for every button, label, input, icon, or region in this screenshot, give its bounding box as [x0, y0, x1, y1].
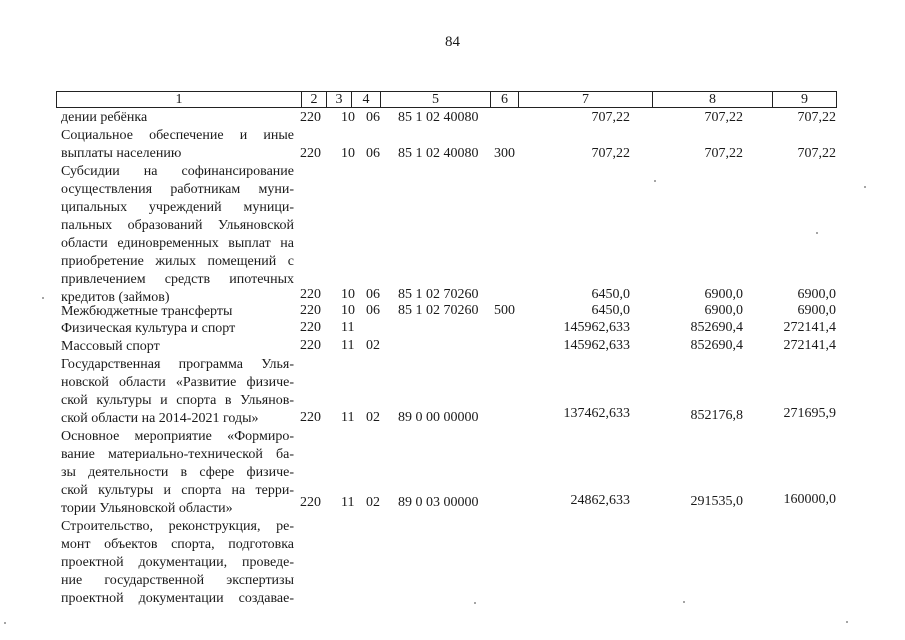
scan-speck [816, 232, 818, 234]
cell-col-6: 500 [494, 303, 515, 318]
scan-speck [683, 601, 685, 603]
table-row-text: проектной документации, проведе- [61, 555, 294, 570]
cell-col-3: 10 [341, 287, 355, 302]
cell-col-3: 11 [341, 410, 355, 425]
cell-col-5: 85 1 02 70260 [398, 287, 479, 302]
cell-col-4: 06 [366, 146, 380, 161]
table-row-text: ской культуры и спорта на терри- [61, 483, 294, 498]
cell-col-3: 10 [341, 146, 355, 161]
table-row-text: Межбюджетные трансферты [61, 304, 233, 319]
cell-col-4: 02 [366, 410, 380, 425]
header-col-6: 6 [490, 92, 518, 107]
cell-col-8: 852690,4 [690, 338, 743, 353]
cell-col-4: 02 [366, 495, 380, 510]
table-row-text: монт объектов спорта, подготовка [61, 537, 294, 552]
table-row-text: кредитов (займов) [61, 290, 170, 305]
cell-col-6: 300 [494, 146, 515, 161]
table-row-text: пальных образований Ульяновской [61, 218, 294, 233]
scan-speck [4, 622, 6, 624]
table-header-row [56, 91, 837, 108]
table-row-text: Физическая культура и спорт [61, 321, 236, 336]
cell-col-8: 707,22 [704, 110, 743, 125]
cell-col-9: 707,22 [797, 110, 836, 125]
header-col-4: 4 [351, 92, 380, 107]
table-row-text: ской культуры и спорта в Ульянов- [61, 393, 294, 408]
header-col-2: 2 [301, 92, 326, 107]
cell-col-7: 145962,633 [563, 338, 630, 353]
cell-col-5: 89 0 00 00000 [398, 410, 479, 425]
header-col-1: 1 [175, 92, 183, 107]
table-row-text: Массовый спорт [61, 339, 160, 354]
cell-col-7: 137462,633 [563, 406, 630, 421]
cell-col-2: 220 [300, 495, 321, 510]
table-row-text: привлечением средств ипотечных [61, 272, 294, 287]
cell-col-7: 6450,0 [591, 287, 630, 302]
table-row-text: Строительство, реконструкция, ре- [61, 519, 294, 534]
cell-col-4: 06 [366, 287, 380, 302]
cell-col-8: 852690,4 [690, 320, 743, 335]
cell-col-2: 220 [300, 146, 321, 161]
cell-col-3: 11 [341, 338, 355, 353]
cell-col-8: 6900,0 [704, 303, 743, 318]
cell-col-9: 160000,0 [783, 492, 836, 507]
scan-speck [42, 297, 44, 299]
table-row-text: зы деятельности в сфере физиче- [61, 465, 294, 480]
cell-col-5: 85 1 02 40080 [398, 146, 479, 161]
header-col-5: 5 [380, 92, 490, 107]
table-row-text: выплаты населению [61, 146, 182, 161]
table-row-text: приобретение жилых помещений с [61, 254, 294, 269]
header-col-9: 9 [772, 92, 836, 107]
cell-col-9: 6900,0 [797, 287, 836, 302]
cell-col-2: 220 [300, 338, 321, 353]
cell-col-3: 10 [341, 110, 355, 125]
table-row-text: дении ребёнка [61, 110, 148, 125]
cell-col-8: 852176,8 [690, 408, 743, 423]
table-row-text: осуществления работникам муни- [61, 182, 294, 197]
table-row-text: ципальных учреждений муници- [61, 200, 294, 215]
scan-speck [474, 602, 476, 604]
table-row-text: области единовременных выплат на [61, 236, 294, 251]
cell-col-5: 85 1 02 40080 [398, 110, 479, 125]
table-row-text: вание материально-технической ба- [61, 447, 294, 462]
cell-col-9: 272141,4 [783, 338, 836, 353]
cell-col-2: 220 [300, 303, 321, 318]
cell-col-5: 89 0 03 00000 [398, 495, 479, 510]
cell-col-7: 707,22 [591, 146, 630, 161]
cell-col-2: 220 [300, 287, 321, 302]
cell-col-8: 707,22 [704, 146, 743, 161]
cell-col-9: 271695,9 [783, 406, 836, 421]
cell-col-9: 707,22 [797, 146, 836, 161]
cell-col-2: 220 [300, 110, 321, 125]
cell-col-7: 6450,0 [591, 303, 630, 318]
table-row-text: ской области на 2014-2021 годы» [61, 411, 259, 426]
cell-col-3: 10 [341, 303, 355, 318]
table-row-text: Государственная программа Улья- [61, 357, 294, 372]
cell-col-4: 06 [366, 303, 380, 318]
header-col-7: 7 [518, 92, 652, 107]
cell-col-4: 06 [366, 110, 380, 125]
table-row-text: проектной документации создавае- [61, 591, 294, 606]
table-row-text: ние государственной экспертизы [61, 573, 294, 588]
cell-col-8: 6900,0 [704, 287, 743, 302]
header-col-3: 3 [326, 92, 351, 107]
table-row-text: Субсидии на софинансирование [61, 164, 294, 179]
cell-col-2: 220 [300, 410, 321, 425]
page-number: 84 [445, 34, 460, 50]
cell-col-7: 24862,633 [570, 493, 630, 508]
cell-col-8: 291535,0 [690, 494, 743, 509]
table-row-text: тории Ульяновской области» [61, 501, 233, 516]
cell-col-7: 707,22 [591, 110, 630, 125]
cell-col-7: 145962,633 [563, 320, 630, 335]
scan-speck [864, 186, 866, 188]
cell-col-3: 11 [341, 495, 355, 510]
cell-col-5: 85 1 02 70260 [398, 303, 479, 318]
cell-col-4: 02 [366, 338, 380, 353]
cell-col-9: 272141,4 [783, 320, 836, 335]
cell-col-3: 11 [341, 320, 355, 335]
scan-speck [654, 180, 656, 182]
cell-col-2: 220 [300, 320, 321, 335]
table-row-text: Основное мероприятие «Формиро- [61, 429, 294, 444]
scan-speck [846, 621, 848, 623]
table-row-text: новской области «Развитие физиче- [61, 375, 294, 390]
cell-col-9: 6900,0 [797, 303, 836, 318]
table-row-text: Социальное обеспечение и иные [61, 128, 294, 143]
header-col-8: 8 [652, 92, 772, 107]
